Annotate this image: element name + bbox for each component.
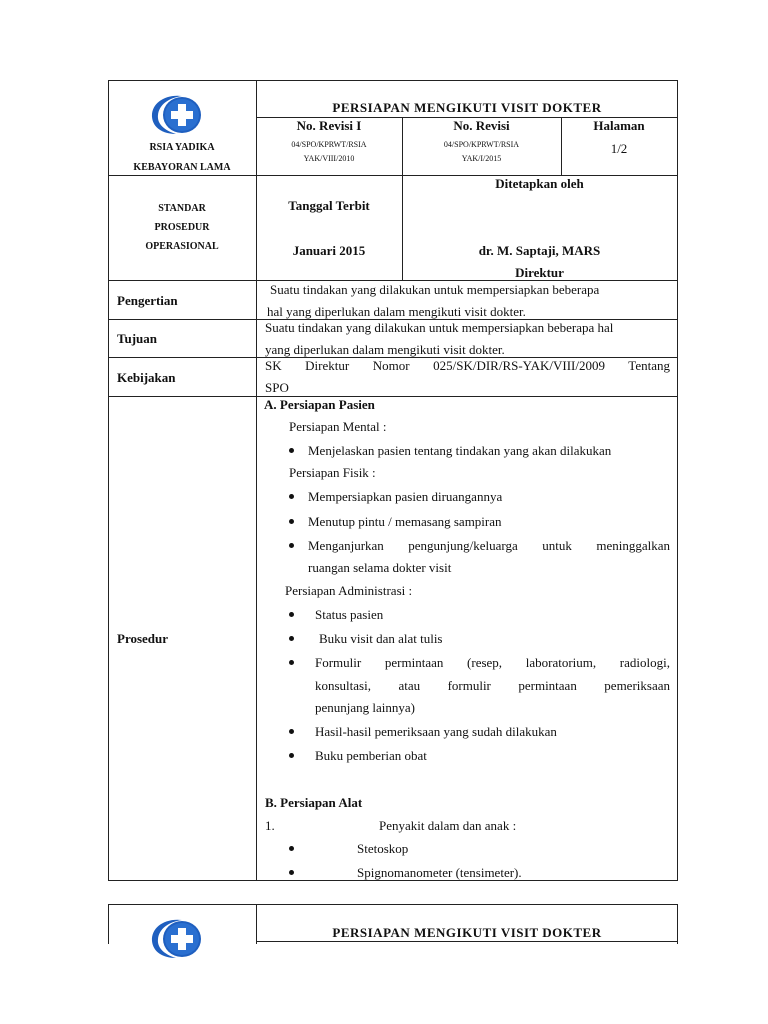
bullet	[289, 612, 294, 617]
kebijakan-text-line1: SK Direktur Nomor 025/SK/DIR/RS-YAK/VIII/2009 Tentang	[265, 358, 670, 373]
fisik-item: Mempersiapkan pasien diruangannya	[308, 489, 503, 504]
bullet	[289, 729, 294, 734]
tujuan-text-line2: yang diperlukan dalam mengikuti visit dokter.	[265, 342, 505, 357]
hospital-name-line2: KEBAYORAN LAMA	[133, 162, 231, 173]
alat-item: Spignomanometer (tensimeter).	[357, 865, 522, 880]
table-border-top	[108, 80, 678, 81]
admin-item: Formulir permintaan (resep, laboratorium, radiologi,	[315, 655, 670, 670]
fisik-label: Persiapan Fisik :	[289, 465, 376, 480]
tanggal-terbit-value: Januari 2015	[292, 243, 366, 258]
page2-title-divider	[256, 941, 678, 942]
alat-number: 1.	[265, 818, 275, 833]
bullet	[289, 753, 294, 758]
revisi2-label: No. Revisi	[453, 118, 510, 133]
prosedur-label: Prosedur	[117, 631, 169, 646]
admin-item-continuation: penunjang lainnya)	[315, 700, 415, 715]
page2-border-top	[108, 904, 678, 905]
alat-item: Stetoskop	[357, 841, 409, 856]
signer-title: Direktur	[515, 265, 564, 280]
revisi1-label: No. Revisi I	[296, 118, 362, 133]
signer-name: dr. M. Saptaji, MARS	[478, 243, 601, 258]
revisi1-code-line1: 04/SPO/KPRWT/RSIA	[291, 140, 367, 149]
pengertian-label: Pengertian	[117, 293, 178, 308]
fisik-item: Menganjurkan pengunjung/keluarga untuk meninggalkan	[308, 538, 670, 553]
pengertian-text-line1: Suatu tindakan yang dilakukan untuk mempersiapkan beberapa	[270, 282, 600, 297]
admin-label: Persiapan Administrasi :	[285, 583, 413, 598]
medical-cross-logo-icon	[148, 92, 210, 136]
halaman-label: Halaman	[593, 118, 645, 133]
tujuan-text-line1: Suatu tindakan yang dilakukan untuk mempersiapkan beberapa hal	[265, 320, 614, 335]
kebijakan-row-divider	[108, 396, 678, 397]
tanggal-terbit-label: Tanggal Terbit	[288, 198, 370, 213]
spo-label-line3: OPERASIONAL	[145, 241, 219, 252]
kebijakan-label: Kebijakan	[117, 370, 176, 385]
fisik-item: Menutup pintu / memasang sampiran	[308, 514, 502, 529]
mental-item: Menjelaskan pasien tentang tindakan yang akan dilakukan	[308, 443, 612, 458]
bullet	[289, 448, 294, 453]
admin-item: Hasil-hasil pemeriksaan yang sudah dilakukan	[315, 724, 557, 739]
spo-label-line2: PROSEDUR	[154, 222, 210, 233]
section-b-heading: B. Persiapan Alat	[265, 795, 363, 810]
bullet	[289, 846, 294, 851]
medical-cross-logo-icon	[148, 916, 210, 960]
mental-label: Persiapan Mental :	[289, 419, 387, 434]
halaman-value: 1/2	[610, 141, 628, 156]
ditetapkan-label: Ditetapkan oleh	[495, 176, 584, 191]
tujuan-label: Tujuan	[117, 331, 157, 346]
bullet	[289, 870, 294, 875]
alat-group-label: Penyakit dalam dan anak :	[379, 818, 517, 833]
page2-border-left	[108, 904, 109, 944]
admin-item: Buku pemberian obat	[315, 748, 427, 763]
fisik-item-continuation: ruangan selama dokter visit	[308, 560, 452, 575]
admin-item: Buku visit dan alat tulis	[319, 631, 443, 646]
table-border-left	[108, 80, 109, 881]
bullet	[289, 636, 294, 641]
revisi1-code-line2: YAK/VIII/2010	[303, 154, 355, 163]
admin-item: Status pasien	[315, 607, 384, 622]
bullet	[289, 519, 294, 524]
document-title: PERSIAPAN MENGIKUTI VISIT DOKTER	[332, 100, 602, 115]
bullet	[289, 660, 294, 665]
pengertian-text-line2: hal yang diperlukan dalam mengikuti visit dokter.	[267, 304, 526, 319]
admin-item-continuation: konsultasi, atau formulir permintaan pemeriksaan	[315, 678, 670, 693]
spo-label-line1: STANDAR	[158, 203, 206, 214]
section-a-heading: A. Persiapan Pasien	[264, 397, 375, 412]
bullet	[289, 543, 294, 548]
revisi2-code-line1: 04/SPO/KPRWT/RSIA	[443, 140, 520, 149]
bullet	[289, 494, 294, 499]
hospital-name-line1: RSIA YADIKA	[149, 142, 215, 153]
table-border-right	[677, 80, 678, 881]
page2-document-title: PERSIAPAN MENGIKUTI VISIT DOKTER	[332, 925, 602, 940]
revisi2-code-line2: YAK/I/2015	[461, 154, 502, 163]
kebijakan-text-line2: SPO	[265, 380, 289, 395]
